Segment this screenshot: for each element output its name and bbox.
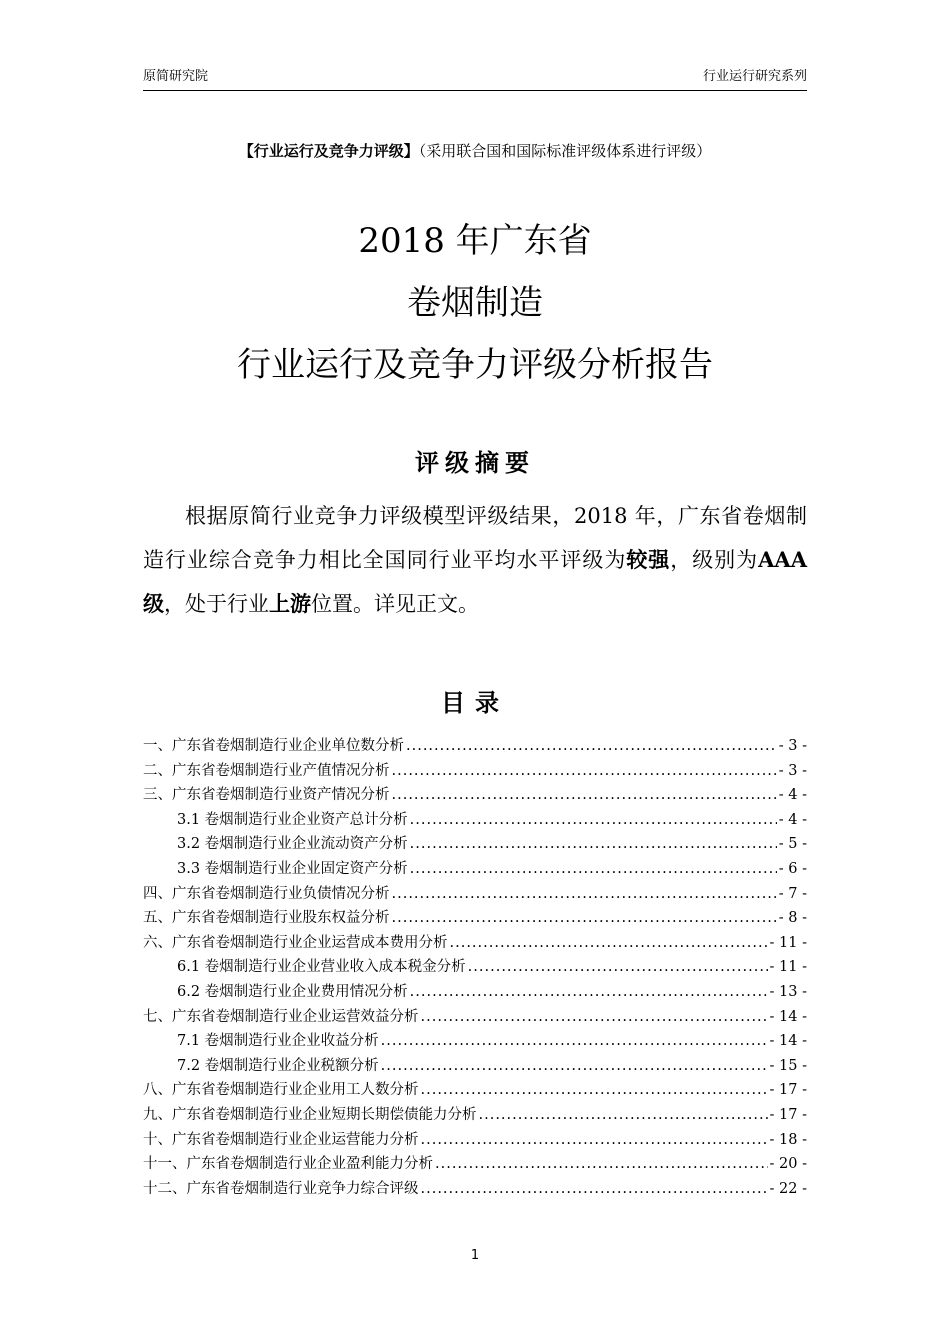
page-header <box>143 68 807 91</box>
toc-leader <box>421 1177 768 1202</box>
toc-item-label: 三、广东省卷烟制造行业资产情况分析 <box>143 787 390 804</box>
toc-leader <box>410 857 777 882</box>
toc-leader <box>410 980 768 1005</box>
toc-item-label: 七、广东省卷烟制造行业企业运营效益分析 <box>143 1008 419 1025</box>
toc-item-label: 7.1 卷烟制造行业企业收益分析 <box>177 1033 379 1050</box>
toc-item-label: 3.2 卷烟制造行业企业流动资产分析 <box>177 836 408 853</box>
toc-item-page: - 15 - <box>769 1057 807 1074</box>
report-title-line-3: 行业运行及竞争力评级分析报告 <box>237 345 713 385</box>
summary-strength: 较强 <box>626 547 671 572</box>
toc-item-label: 7.2 卷烟制造行业企业税额分析 <box>177 1057 379 1074</box>
toc-item[interactable] <box>143 1128 807 1153</box>
toc-leader <box>421 1128 768 1153</box>
toc-leader <box>435 1152 768 1177</box>
toc-item-page: - 7 - <box>778 885 807 902</box>
rating-note <box>143 141 807 161</box>
toc-item[interactable] <box>143 759 807 784</box>
toc-item-page: - 14 - <box>769 1008 807 1025</box>
toc-subitem[interactable] <box>143 980 807 1005</box>
toc-item-label: 十、广东省卷烟制造行业企业运营能力分析 <box>143 1131 419 1148</box>
toc-item-label: 3.3 卷烟制造行业企业固定资产分析 <box>177 860 408 877</box>
toc-leader <box>392 759 777 784</box>
toc-leader <box>381 1054 768 1079</box>
toc-item-label: 九、广东省卷烟制造行业企业短期长期偿债能力分析 <box>143 1106 477 1123</box>
toc-subitem[interactable] <box>143 808 807 833</box>
toc-item-page: - 3 - <box>778 762 807 779</box>
toc-leader <box>479 1103 768 1128</box>
toc-item-page: - 3 - <box>778 738 807 754</box>
toc-item-page: - 4 - <box>778 787 807 804</box>
toc-item[interactable] <box>143 1103 807 1128</box>
toc-item-page: - 11 - <box>769 959 807 976</box>
toc-item-page: - 18 - <box>769 1131 807 1148</box>
toc-subitem[interactable] <box>143 857 807 882</box>
toc-leader <box>421 1005 768 1030</box>
toc-item-label: 一、广东省卷烟制造行业企业单位数分析 <box>143 738 404 754</box>
toc-subitem[interactable] <box>143 1054 807 1079</box>
toc-item-label: 八、广东省卷烟制造行业企业用工人数分析 <box>143 1082 419 1099</box>
toc-item[interactable] <box>143 734 807 759</box>
toc-leader <box>392 882 777 907</box>
toc-item[interactable] <box>143 882 807 907</box>
toc-item-page: - 4 - <box>778 811 807 828</box>
toc-leader <box>381 1029 768 1054</box>
toc-leader <box>468 955 768 980</box>
toc-item-page: - 6 - <box>778 860 807 877</box>
summary-paragraph <box>143 494 807 626</box>
summary-text-2: ，级别为 <box>670 548 759 572</box>
toc-item-label: 六、广东省卷烟制造行业企业运营成本费用分析 <box>143 934 448 951</box>
toc-item-label: 十二、广东省卷烟制造行业竞争力综合评级 <box>143 1180 419 1197</box>
toc-item[interactable] <box>143 906 807 931</box>
toc-subitem[interactable] <box>143 832 807 857</box>
summary-text-3: ，处于行业 <box>164 592 269 616</box>
table-of-contents <box>143 734 807 1201</box>
toc-item-label: 3.1 卷烟制造行业企业资产总计分析 <box>177 811 408 828</box>
report-title-line-2: 卷烟制造 <box>407 283 543 323</box>
header-series-name: 行业运行研究系列 <box>702 69 807 84</box>
toc-subitem[interactable] <box>143 955 807 980</box>
toc-item-label: 二、广东省卷烟制造行业产值情况分析 <box>143 762 390 779</box>
summary-heading: 评级摘要 <box>415 449 535 477</box>
summary-text-4: 位置。详见正文。 <box>311 592 479 616</box>
toc-item[interactable] <box>143 931 807 956</box>
toc-item[interactable] <box>143 1005 807 1030</box>
summary-text-1: 根据原简行业竞争力评级模型评级结果，2018 年，广东省卷烟制造行业综合竞争力相比全国同行业平均水平评级为 <box>143 504 807 572</box>
toc-item[interactable] <box>143 1177 807 1202</box>
toc-item-label: 十一、广东省卷烟制造行业企业盈利能力分析 <box>143 1156 433 1173</box>
toc-item-page: - 17 - <box>769 1106 807 1123</box>
toc-leader <box>410 832 777 857</box>
summary-position: 上游 <box>269 591 311 616</box>
toc-item-page: - 13 - <box>769 983 807 1000</box>
toc-leader <box>410 808 777 833</box>
rating-note-bracket: 【行业运行及竞争力评级】 <box>238 142 419 160</box>
toc-item-label: 6.1 卷烟制造行业企业营业收入成本税金分析 <box>177 959 466 976</box>
toc-leader <box>450 931 768 956</box>
toc-heading: 目录 <box>441 689 509 717</box>
toc-item-label: 四、广东省卷烟制造行业负债情况分析 <box>143 885 390 902</box>
toc-item[interactable] <box>143 783 807 808</box>
toc-leader <box>421 1078 768 1103</box>
toc-item-label: 五、广东省卷烟制造行业股东权益分析 <box>143 910 390 927</box>
header-org-name: 原简研究院 <box>143 69 209 84</box>
toc-item-label: 6.2 卷烟制造行业企业费用情况分析 <box>177 983 408 1000</box>
toc-subitem[interactable] <box>143 1029 807 1054</box>
toc-item-page: - 20 - <box>769 1156 807 1173</box>
toc-item-page: - 14 - <box>769 1033 807 1050</box>
toc-item-page: - 8 - <box>778 910 807 927</box>
rating-note-paren: （采用联合国和国际标准评级体系进行评级） <box>418 142 712 160</box>
toc-leader <box>406 734 777 759</box>
toc-item[interactable] <box>143 1078 807 1103</box>
toc-item-page: - 11 - <box>769 934 807 951</box>
toc-leader <box>392 783 777 808</box>
summary-grade: AAA 级 <box>143 547 808 616</box>
toc-item-page: - 5 - <box>778 836 807 853</box>
toc-item[interactable] <box>143 1152 807 1177</box>
toc-item-page: - 22 - <box>769 1180 807 1197</box>
report-title-line-1: 2018 年广东省 <box>358 221 592 261</box>
toc-item-page: - 17 - <box>769 1082 807 1099</box>
page-number: 1 <box>470 1248 480 1263</box>
toc-leader <box>392 906 777 931</box>
